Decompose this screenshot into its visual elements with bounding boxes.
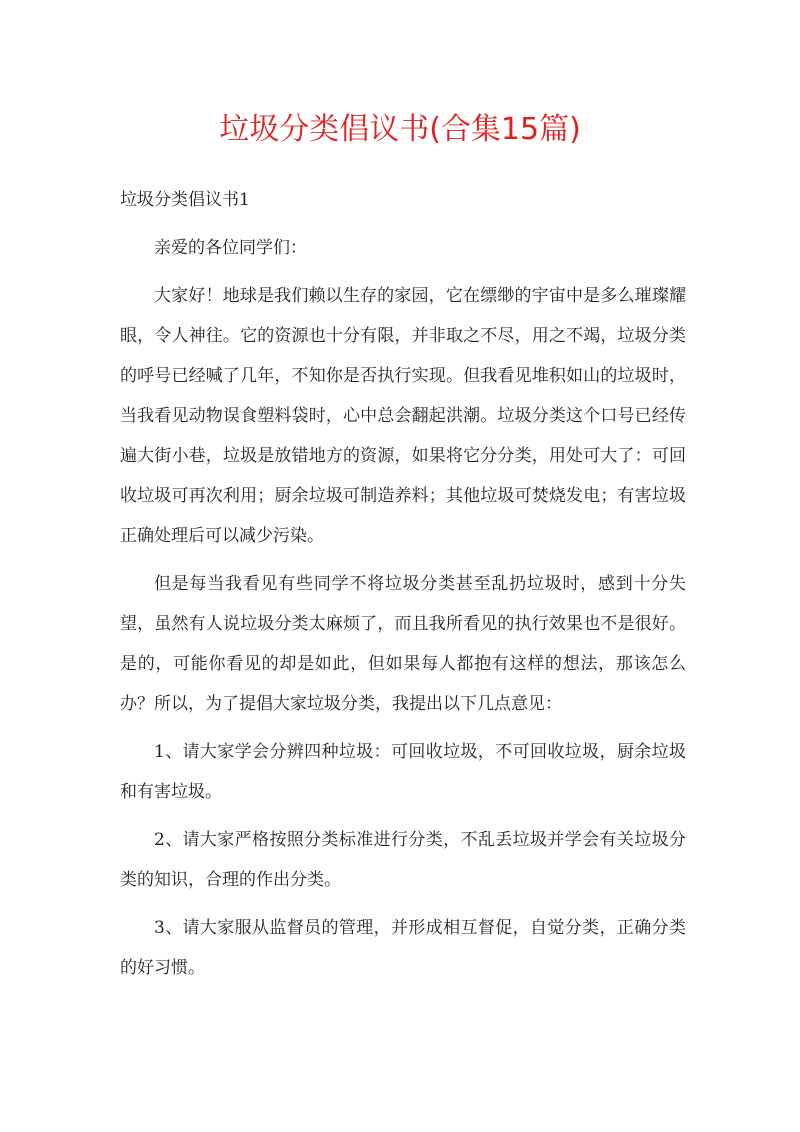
suggestion-item-3: 3、请大家服从监督员的管理，并形成相互督促，自觉分类，正确分类的好习惯。 (120, 918, 686, 978)
paragraph-concern: 但是每当我看见有些同学不将垃圾分类甚至乱扔垃圾时，感到十分失望，虽然有人说垃圾分类太麻烦了，而且我所看见的执行效果也不是很好。是的，可能你看见的却是如此，但如果每人都抱有这样的想法，那该怎么办？所以，为了提倡大家垃圾分类，我提出以下几点意见： (120, 574, 686, 714)
greeting: 亲爱的各位同学们： (154, 238, 307, 258)
document-body (120, 180, 686, 996)
section-title: 垃圾分类倡议书1 (120, 190, 250, 210)
suggestion-item-2: 2、请大家严格按照分类标准进行分类，不乱丢垃圾并学会有关垃圾分类的知识，合理的作出分类。 (120, 830, 686, 890)
document-title: 垃圾分类倡议书(合集15篇) (219, 112, 581, 147)
suggestion-item-1: 1、请大家学会分辨四种垃圾：可回收垃圾，不可回收垃圾，厨余垃圾和有害垃圾。 (120, 742, 686, 802)
paragraph-intro: 大家好！地球是我们赖以生存的家园，它在缥缈的宇宙中是多么璀璨耀眼，令人神往。它的资源也十分有限，并非取之不尽，用之不竭，垃圾分类的呼号已经喊了几年，不知你是否执行实现。但我看见堆积如山的垃圾时，当我看见动物误食塑料袋时，心中总会翻起洪潮。垃圾分类这个口号已经传遍大街小巷，垃圾是放错地方的资源，如果将它分分类，用处可大了：可回收垃圾可再次利用；厨余垃圾可制造养料；其他垃圾可焚烧发电；有害垃圾正确处理后可以减少污染。 (120, 286, 686, 546)
